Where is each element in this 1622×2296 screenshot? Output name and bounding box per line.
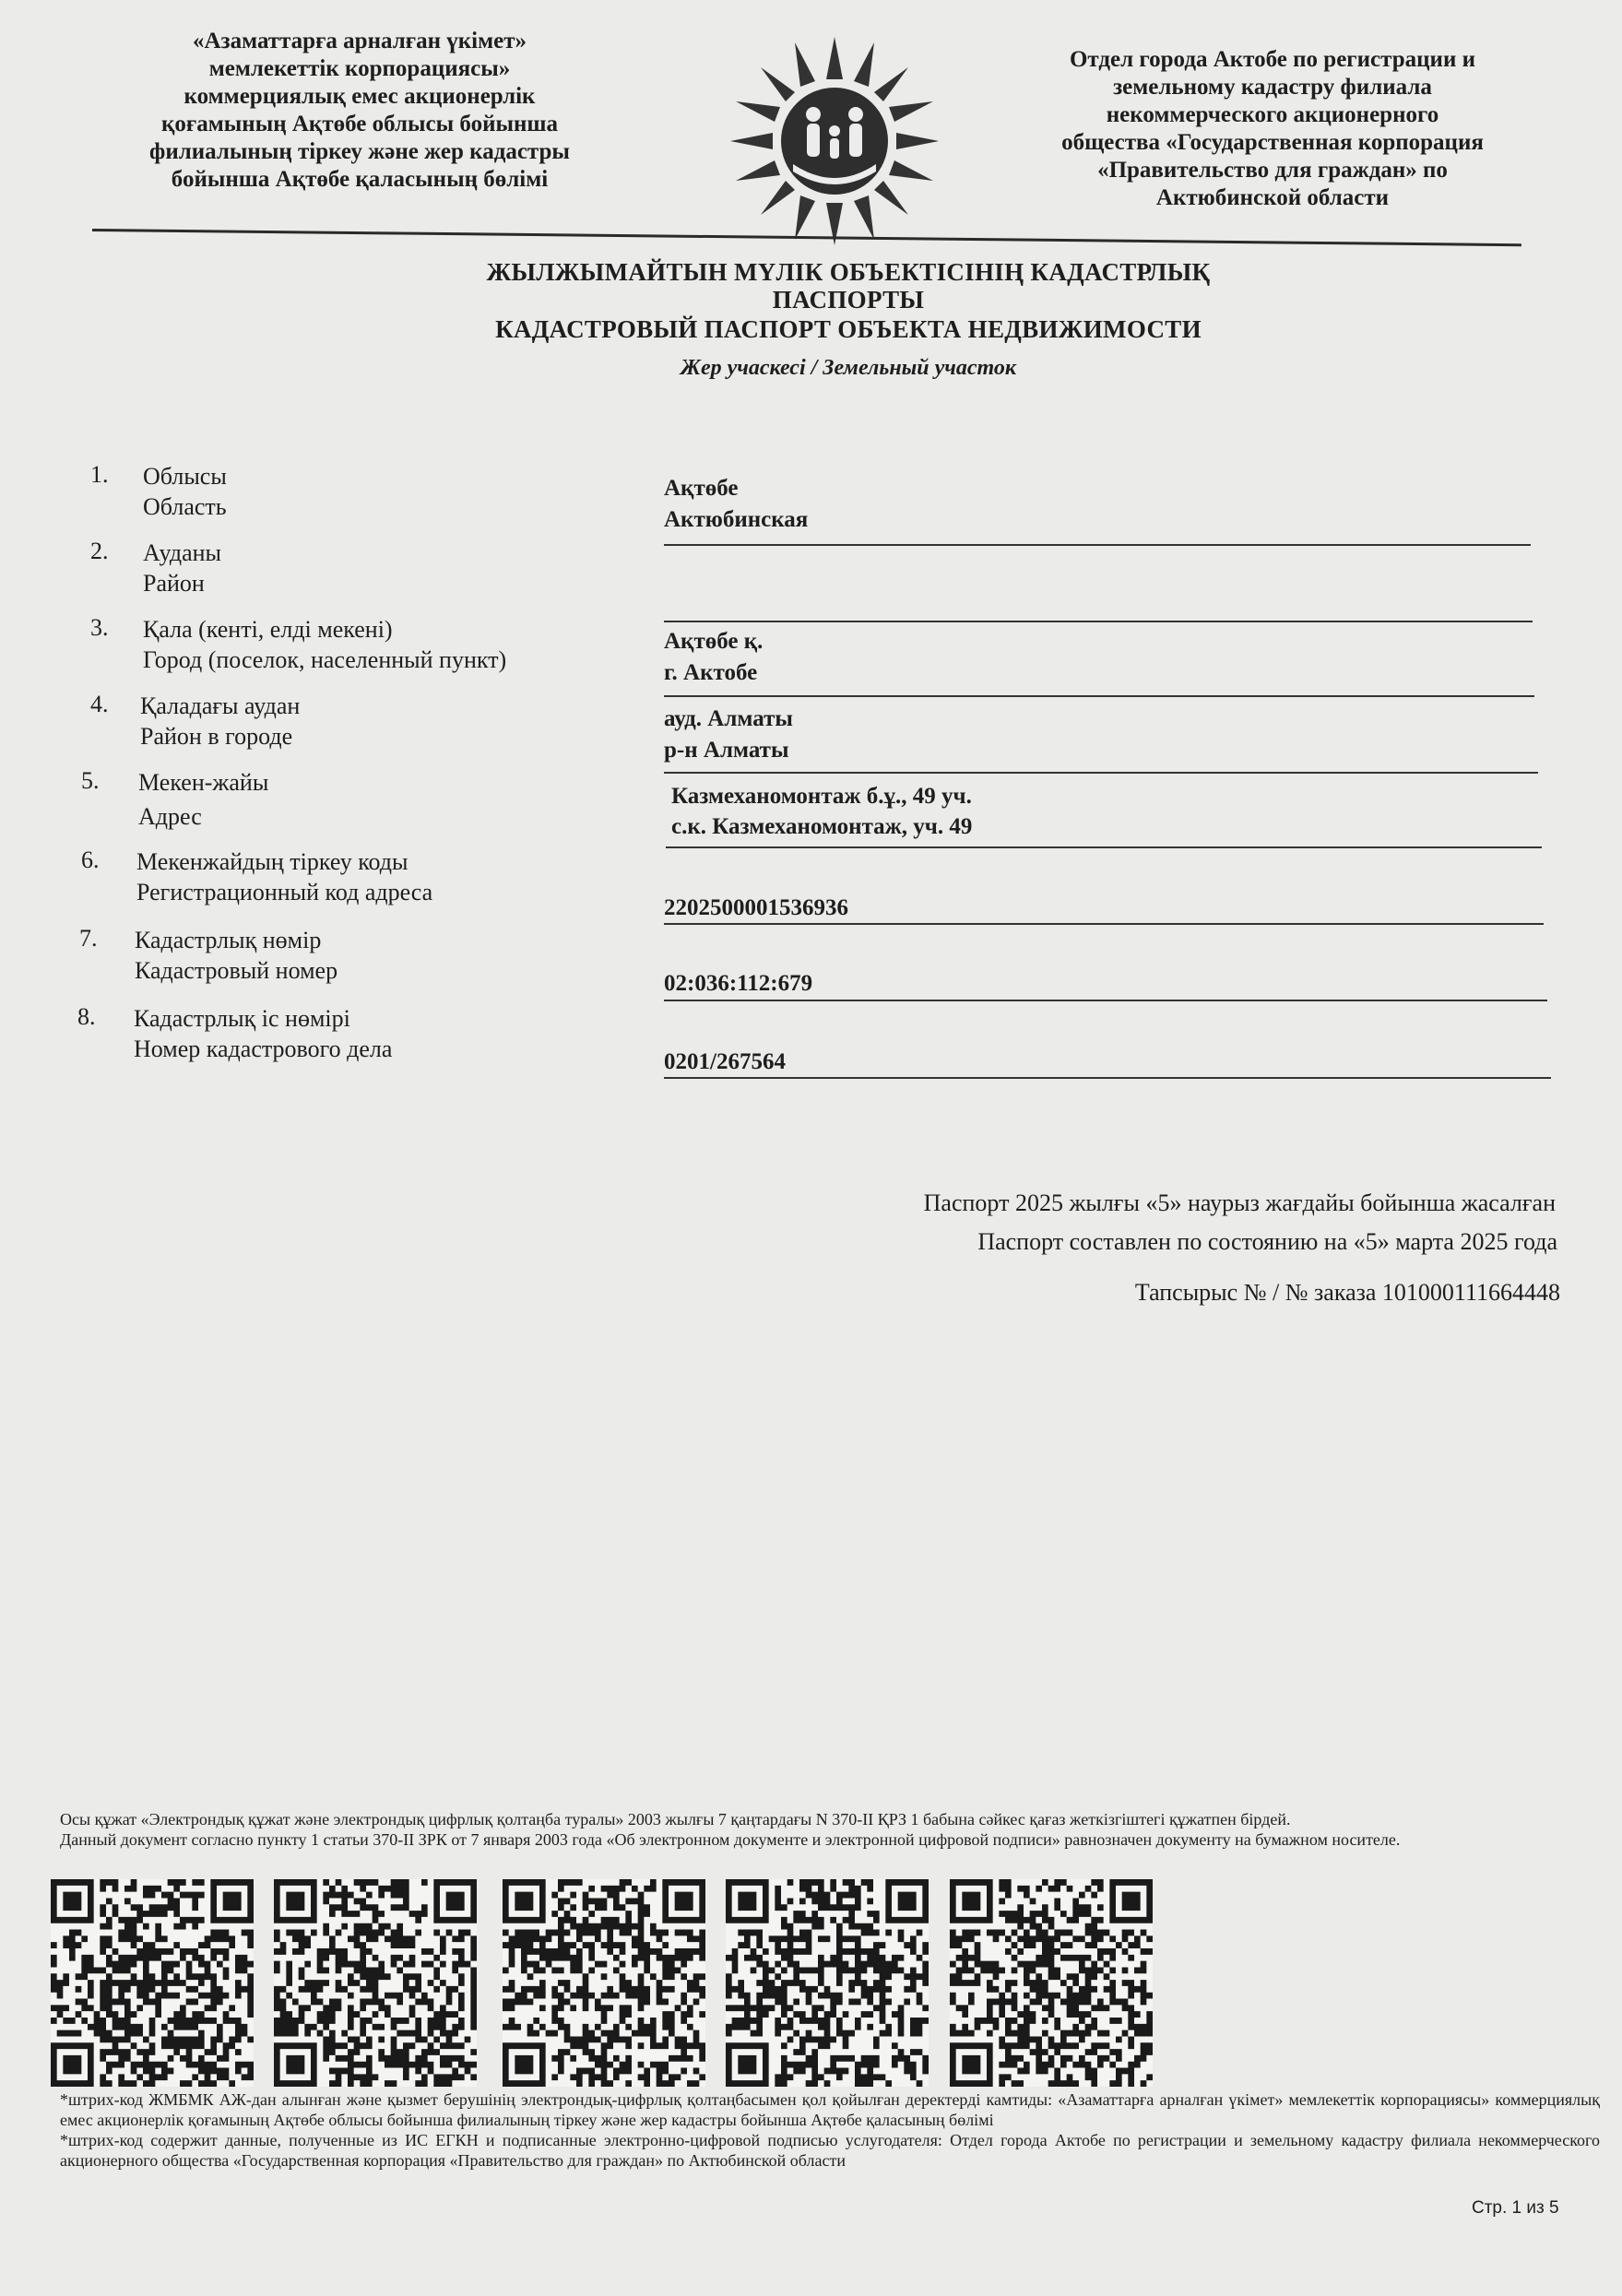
document-subtitle: Жер учаскесі / Земельный участок: [680, 356, 1017, 380]
title-ru: КАДАСТРОВЫЙ ПАСПОРТ ОБЪЕКТА НЕДВИЖИМОСТИ: [495, 315, 1202, 343]
field-value-ru: 02:036:112:679: [664, 971, 813, 996]
header-org-kz: [83, 28, 636, 194]
order-number: Тапсырыс № / № заказа 101000111664448: [1134, 1279, 1560, 1306]
field-label-ru: Регистрационный код адреса: [136, 879, 433, 905]
header-kz-line: коммерциялық емес акционерлік: [184, 84, 536, 109]
field-number: 7.: [79, 925, 98, 952]
field-label-ru: Город (поселок, населенный пункт): [143, 646, 507, 673]
title-kz-line2: ПАСПОРТЫ: [772, 286, 925, 314]
header-ru-line: некоммерческого акционерного: [1106, 102, 1439, 127]
field-value-kz: Ақтөбе: [664, 476, 739, 501]
header-ru-line: общества «Государственная корпорация: [1061, 130, 1484, 155]
field-value: [664, 1044, 786, 1081]
field-value-ru: с.к. Казмеханомонтаж, уч. 49: [671, 814, 973, 839]
field-underline: [666, 846, 1542, 848]
field-value: [664, 623, 763, 686]
field-label-ru: Номер кадастрового дела: [134, 1036, 393, 1062]
statement-ru: Паспорт составлен по состоянию на «5» марта 2025 года: [977, 1228, 1557, 1255]
document-title: [369, 258, 1328, 381]
field-value-ru: 2202500001536936: [664, 895, 848, 920]
field-label-kz: Кадастрлық іс нөмірі: [134, 1005, 350, 1032]
field-number: 1.: [90, 461, 109, 488]
header-ru-line: Отдел города Актобе по регистрации и: [1069, 47, 1475, 72]
field-label: [135, 925, 337, 986]
header-kz-line: қоғамының Ақтөбе облысы бойынша: [160, 112, 559, 136]
field-underline: [664, 1000, 1547, 1001]
header-kz-line: мемлекеттік корпорациясы»: [208, 56, 511, 81]
field-underline: [664, 695, 1534, 697]
field-value-kz: Казмеханомонтаж б.ұ., 49 уч.: [671, 784, 972, 809]
field-label: [134, 1003, 392, 1064]
header-kz-line: филиалының тіркеу және жер кадастры: [149, 139, 570, 164]
barcode-footnote-ru: *штрих-код содержит данные, полученные из ИС ЕГКН и подписанные электронно-цифровой подписью услугодателя: Отдел города Актобе по регистрации и земельному кадастру филиала некоммерческого акционерного общества «Государственная корпорация «Правительство для граждан» по Актюбинской области: [60, 2131, 1600, 2170]
field-label: [138, 767, 268, 832]
field-value: [664, 470, 808, 533]
field-label-kz: Облысы: [143, 463, 227, 490]
field-underline: [664, 772, 1538, 774]
qr-code-icon: [726, 1879, 929, 2087]
field-label-kz: Мекен-жайы: [138, 769, 269, 796]
header-ru-line: земельному кадастру филиала: [1113, 75, 1432, 100]
qr-code-row: [51, 1879, 1157, 2091]
qr-code-icon: [51, 1879, 254, 2087]
field-label-ru: Кадастровый номер: [135, 957, 338, 984]
header-ru-line: Актюбинской области: [1155, 185, 1390, 210]
field-label: [140, 691, 300, 752]
field-value-kz: Ақтөбе қ.: [664, 629, 764, 654]
field-underline: [664, 923, 1544, 925]
field-value: [671, 779, 972, 840]
legal-notice-ru: Данный документ согласно пункту 1 статьи 370-II ЗРК от 7 января 2003 года «Об электронном документе и электронной цифровой подписи» равнозначен документу на бумажном носителе.: [60, 1830, 1401, 1849]
header-ru-line: «Правительство для граждан» по: [1097, 158, 1448, 183]
field-label: [143, 614, 506, 675]
field-value-ru: г. Актобе: [664, 660, 758, 685]
field-underline: [664, 544, 1531, 546]
qr-code-icon: [950, 1879, 1153, 2087]
field-label-kz: Қаладағы аудан: [140, 692, 301, 719]
field-value: [664, 965, 812, 1002]
field-label-kz: Қала (кенті, елді мекені): [143, 616, 393, 643]
field-number: 5.: [81, 767, 100, 794]
field-underline: [664, 621, 1533, 622]
field-label-ru: Область: [143, 493, 227, 520]
title-kz-line1: ЖЫЛЖЫМАЙТЫН МҮЛІК ОБЪЕКТІСІНІҢ КАДАСТРЛЫҚ: [486, 258, 1211, 286]
field-label-ru: Адрес: [138, 803, 202, 830]
field-label: [143, 461, 227, 522]
qr-code-icon: [503, 1879, 705, 2087]
qr-code-icon: [274, 1879, 477, 2087]
field-value-ru: 0201/267564: [664, 1049, 786, 1074]
field-label-ru: Район в городе: [140, 723, 293, 750]
field-underline: [664, 1077, 1551, 1079]
field-label: [136, 846, 432, 907]
header-kz-line: «Азаматтарға арналған үкімет»: [193, 29, 527, 53]
field-value-ru: р-н Алматы: [664, 738, 789, 763]
field-label-kz: Мекенжайдың тіркеу коды: [136, 848, 408, 875]
page-number: Стр. 1 из 5: [1472, 2198, 1559, 2218]
header-org-ru: [996, 46, 1549, 212]
legal-notice: [60, 1809, 1591, 1850]
field-label-kz: Кадастрлық нөмір: [135, 927, 322, 953]
field-value: [664, 701, 793, 763]
header-kz-line: бойынша Ақтөбе қаласының бөлімі: [171, 167, 549, 192]
field-label: [143, 538, 221, 598]
field-number: 8.: [77, 1003, 96, 1030]
family-sun-emblem-icon: [728, 35, 941, 247]
field-label-kz: Ауданы: [143, 539, 221, 566]
field-value-ru: Актюбинская: [664, 507, 809, 532]
field-number: 4.: [90, 691, 109, 717]
field-label-ru: Район: [143, 570, 205, 597]
barcode-footnote-kz: *штрих-код ЖМБМК АЖ-дан алынған және қызмет берушінің электрондық-цифрлық қолтаңбасымен қол қойылған деректерді камтиды: «Азаматтарға арналған үкімет» мемлекеттік корпорациясы» коммерциялық емес акционерлік қоғамының Ақтөбе облысы бойынша филиалының тіркеу және жер кадастры бойынша Ақтөбе қаласының бөлімі: [60, 2090, 1600, 2129]
field-number: 3.: [90, 614, 109, 641]
field-number: 6.: [81, 846, 100, 873]
statement-kz: Паспорт 2025 жылғы «5» наурыз жағдайы бойынша жасалған: [923, 1189, 1556, 1216]
field-value: [664, 890, 848, 927]
legal-notice-kz: Осы құжат «Электрондық құжат және электрондық цифрлық қолтаңба туралы» 2003 жылғы 7 қаңтардағы N 370-II ҚРЗ 1 бабына сәйкес қағаз жеткізгіштегі құжатпен бірдей.: [60, 1810, 1291, 1829]
field-number: 2.: [90, 538, 109, 564]
field-value-kz: ауд. Алматы: [664, 706, 793, 731]
barcode-footnote: [60, 2089, 1600, 2171]
